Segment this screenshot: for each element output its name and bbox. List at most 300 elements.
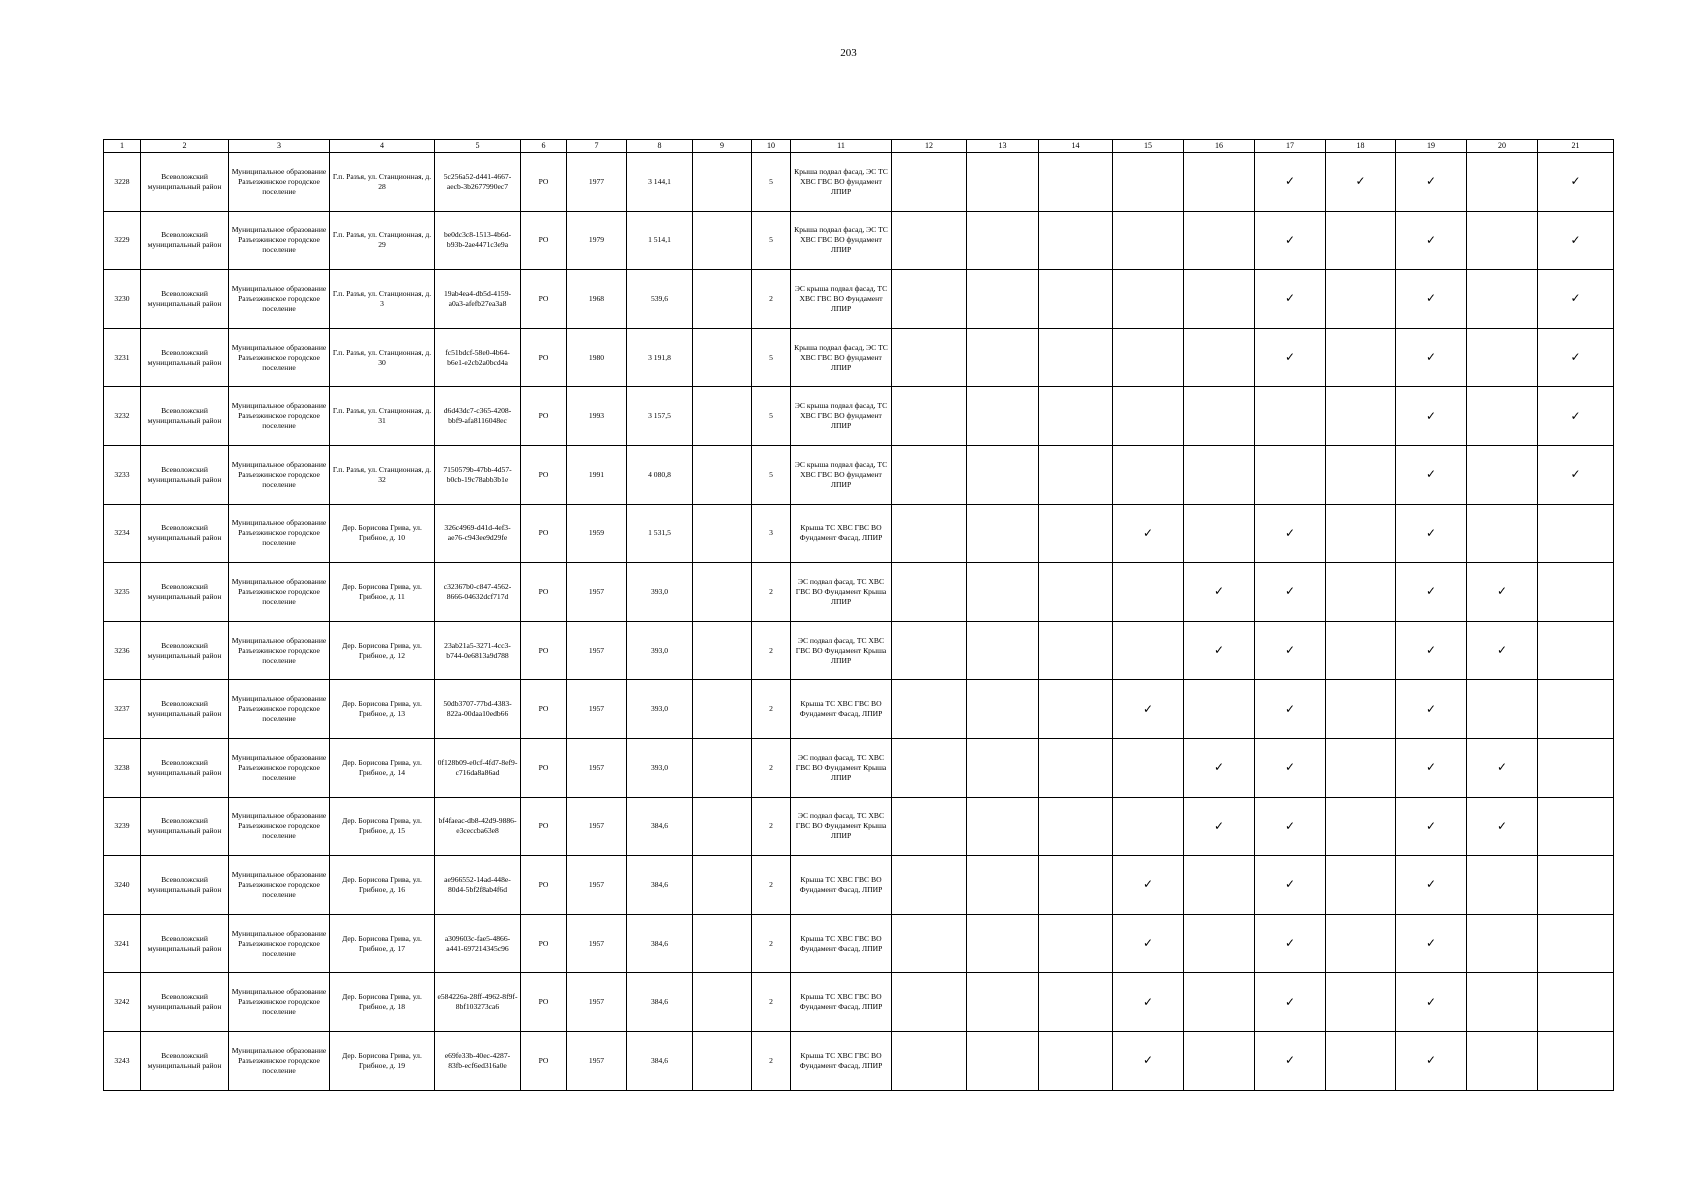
check-mark-icon: ✓: [1425, 174, 1437, 189]
check-mark-icon: ✓: [1284, 818, 1296, 833]
check-mark-icon: ✓: [1425, 291, 1437, 306]
table-row: [104, 270, 1614, 329]
work-column-18-cell: [1326, 680, 1396, 739]
work-column-14-cell: [1039, 270, 1113, 329]
works-cell: Крыша ТС ХВС ГВС ВО Фундамент Фасад, ЛПИР: [791, 914, 892, 973]
year-cell: 1957: [567, 914, 627, 973]
year-cell: 1957: [567, 856, 627, 915]
work-column-16-cell: [1184, 270, 1255, 329]
column-number-15: 15: [1113, 140, 1184, 153]
works-cell: Крыша подвал фасад, ЭС ТС ХВС ГВС ВО фундамент ЛПИР: [791, 328, 892, 387]
ownership-form-cell: РО: [521, 621, 567, 680]
work-column-12-cell: [892, 856, 967, 915]
table-row: [104, 914, 1614, 973]
check-mark-icon: ✓: [1284, 877, 1296, 892]
column-number-8: 8: [627, 140, 693, 153]
work-column-21-cell: [1538, 504, 1614, 563]
work-column-20-cell: [1467, 621, 1538, 680]
ownership-form-cell: РО: [521, 328, 567, 387]
district-cell: Всеволожский муниципальный район: [141, 797, 229, 856]
building-code-cell: 7150579b-47bb-4d57-b0cb-19c78abb3b1e: [435, 445, 521, 504]
column-number-11: 11: [791, 140, 892, 153]
year-cell: 1977: [567, 153, 627, 212]
works-cell: ЭС подвал фасад, ТС ХВС ГВС ВО Фундамент Крыша ЛПИР: [791, 738, 892, 797]
work-column-20-cell: [1467, 445, 1538, 504]
floors-cell: 2: [752, 973, 791, 1032]
check-mark-icon: ✓: [1213, 760, 1225, 775]
floors-cell: 2: [752, 680, 791, 739]
building-code-cell: 19ab4ea4-db5d-4159-a0a3-afefb27ea3a8: [435, 270, 521, 329]
check-mark-icon: ✓: [1496, 818, 1508, 833]
ownership-form-cell: РО: [521, 738, 567, 797]
municipality-cell: Муниципальное образование Разъезжинское городское поселение: [229, 973, 330, 1032]
work-column-15-cell: [1113, 856, 1184, 915]
floors-cell: 3: [752, 504, 791, 563]
work-column-20-cell: [1467, 738, 1538, 797]
table-row: [104, 621, 1614, 680]
row-number: 3229: [104, 211, 141, 270]
work-column-13-cell: [967, 153, 1039, 212]
ownership-form-cell: РО: [521, 270, 567, 329]
table-body: [104, 153, 1614, 1091]
check-mark-icon: ✓: [1496, 584, 1508, 599]
works-cell: Крыша ТС ХВС ГВС ВО Фундамент Фасад, ЛПИР: [791, 1031, 892, 1090]
work-column-19-cell: [1396, 680, 1467, 739]
municipality-cell: Муниципальное образование Разъезжинское городское поселение: [229, 563, 330, 622]
building-code-cell: 23ab21a5-3271-4cc3-b744-0e6813a9d788: [435, 621, 521, 680]
check-mark-icon: ✓: [1284, 525, 1296, 540]
work-column-17-cell: [1255, 387, 1326, 446]
address-cell: Дер. Борисова Грива, ул. Грибное, д. 18: [330, 973, 435, 1032]
district-cell: Всеволожский муниципальный район: [141, 1031, 229, 1090]
works-cell: Крыша ТС ХВС ГВС ВО Фундамент Фасад, ЛПИР: [791, 504, 892, 563]
year-cell: 1957: [567, 621, 627, 680]
work-column-14-cell: [1039, 387, 1113, 446]
municipality-cell: Муниципальное образование Разъезжинское городское поселение: [229, 797, 330, 856]
work-column-20-cell: [1467, 914, 1538, 973]
work-column-20-cell: [1467, 270, 1538, 329]
check-mark-icon: ✓: [1570, 232, 1581, 247]
ownership-form-cell: РО: [521, 504, 567, 563]
work-column-13-cell: [967, 856, 1039, 915]
work-column-17-cell: [1255, 973, 1326, 1032]
work-column-18-cell: [1326, 563, 1396, 622]
district-cell: Всеволожский муниципальный район: [141, 270, 229, 329]
work-column-16-cell: [1184, 856, 1255, 915]
column-number-2: 2: [141, 140, 229, 153]
work-column-16-cell: [1184, 445, 1255, 504]
work-column-15-cell: [1113, 680, 1184, 739]
check-mark-icon: ✓: [1284, 291, 1296, 306]
check-mark-icon: ✓: [1142, 936, 1154, 951]
check-mark-icon: ✓: [1142, 1053, 1154, 1068]
area-cell: 393,0: [627, 563, 693, 622]
address-cell: Г.п. Разъя, ул. Станционная, д. 31: [330, 387, 435, 446]
work-column-19-cell: [1396, 973, 1467, 1032]
column-number-7: 7: [567, 140, 627, 153]
work-column-15-cell: [1113, 1031, 1184, 1090]
year-cell: 1957: [567, 1031, 627, 1090]
work-column-13-cell: [967, 680, 1039, 739]
works-cell: ЭС подвал фасад, ТС ХВС ГВС ВО Фундамент Крыша ЛПИР: [791, 563, 892, 622]
check-mark-icon: ✓: [1425, 1053, 1437, 1068]
work-column-12-cell: [892, 211, 967, 270]
work-column-18-cell: [1326, 797, 1396, 856]
work-column-14-cell: [1039, 738, 1113, 797]
work-column-14-cell: [1039, 797, 1113, 856]
work-column-17-cell: [1255, 504, 1326, 563]
work-column-16-cell: [1184, 738, 1255, 797]
work-column-15-cell: [1113, 973, 1184, 1032]
work-column-17-cell: [1255, 856, 1326, 915]
address-cell: Г.п. Разъя, ул. Станционная, д. 29: [330, 211, 435, 270]
address-cell: Дер. Борисова Грива, ул. Грибное, д. 10: [330, 504, 435, 563]
work-column-16-cell: [1184, 973, 1255, 1032]
column-number-19: 19: [1396, 140, 1467, 153]
address-cell: Г.п. Разъя, ул. Станционная, д. 30: [330, 328, 435, 387]
area-cell: 384,6: [627, 1031, 693, 1090]
area-cell: 1 514,1: [627, 211, 693, 270]
ownership-form-cell: РО: [521, 680, 567, 739]
column-9-cell: [693, 328, 752, 387]
table-row: [104, 856, 1614, 915]
work-column-14-cell: [1039, 856, 1113, 915]
row-number: 3234: [104, 504, 141, 563]
work-column-16-cell: [1184, 328, 1255, 387]
column-number-20: 20: [1467, 140, 1538, 153]
work-column-20-cell: [1467, 680, 1538, 739]
work-column-18-cell: [1326, 504, 1396, 563]
municipality-cell: Муниципальное образование Разъезжинское городское поселение: [229, 856, 330, 915]
work-column-15-cell: [1113, 914, 1184, 973]
floors-cell: 5: [752, 387, 791, 446]
year-cell: 1968: [567, 270, 627, 329]
area-cell: 384,6: [627, 973, 693, 1032]
row-number: 3243: [104, 1031, 141, 1090]
district-cell: Всеволожский муниципальный район: [141, 914, 229, 973]
works-cell: Крыша подвал фасад, ЭС ТС ХВС ГВС ВО фундамент ЛПИР: [791, 153, 892, 212]
row-number: 3228: [104, 153, 141, 212]
floors-cell: 2: [752, 270, 791, 329]
works-cell: Крыша ТС ХВС ГВС ВО Фундамент Фасад, ЛПИР: [791, 680, 892, 739]
check-mark-icon: ✓: [1213, 818, 1225, 833]
work-column-18-cell: [1326, 914, 1396, 973]
work-column-18-cell: [1326, 445, 1396, 504]
year-cell: 1957: [567, 797, 627, 856]
work-column-18-cell: [1326, 328, 1396, 387]
table-row: [104, 1031, 1614, 1090]
work-column-21-cell: [1538, 973, 1614, 1032]
work-column-12-cell: [892, 445, 967, 504]
building-code-cell: e584226a-28ff-4962-8f9f-8bf103273ca6: [435, 973, 521, 1032]
work-column-20-cell: [1467, 1031, 1538, 1090]
work-column-14-cell: [1039, 153, 1113, 212]
work-column-20-cell: [1467, 856, 1538, 915]
work-column-17-cell: [1255, 153, 1326, 212]
work-column-21-cell: [1538, 445, 1614, 504]
work-column-21-cell: [1538, 153, 1614, 212]
floors-cell: 5: [752, 153, 791, 212]
table-row: [104, 797, 1614, 856]
work-column-18-cell: [1326, 153, 1396, 212]
row-number: 3238: [104, 738, 141, 797]
area-cell: 393,0: [627, 621, 693, 680]
column-9-cell: [693, 1031, 752, 1090]
work-column-16-cell: [1184, 914, 1255, 973]
work-column-15-cell: [1113, 504, 1184, 563]
column-9-cell: [693, 856, 752, 915]
year-cell: 1957: [567, 563, 627, 622]
floors-cell: 2: [752, 621, 791, 680]
table-row: [104, 504, 1614, 563]
column-number-9: 9: [693, 140, 752, 153]
building-code-cell: c32367b0-c847-4562-8666-04632dcf717d: [435, 563, 521, 622]
work-column-19-cell: [1396, 211, 1467, 270]
work-column-12-cell: [892, 1031, 967, 1090]
check-mark-icon: ✓: [1425, 818, 1437, 833]
work-column-14-cell: [1039, 680, 1113, 739]
work-column-18-cell: [1326, 738, 1396, 797]
check-mark-icon: ✓: [1496, 760, 1508, 775]
work-column-16-cell: [1184, 797, 1255, 856]
year-cell: 1957: [567, 973, 627, 1032]
work-column-19-cell: [1396, 738, 1467, 797]
work-column-13-cell: [967, 504, 1039, 563]
district-cell: Всеволожский муниципальный район: [141, 445, 229, 504]
check-mark-icon: ✓: [1142, 994, 1154, 1009]
building-code-cell: 50db3707-77bd-4383-822a-00daa10edb66: [435, 680, 521, 739]
work-column-18-cell: [1326, 1031, 1396, 1090]
works-cell: Крыша подвал фасад, ЭС ТС ХВС ГВС ВО фундамент ЛПИР: [791, 211, 892, 270]
column-9-cell: [693, 914, 752, 973]
district-cell: Всеволожский муниципальный район: [141, 621, 229, 680]
works-cell: ЭС крыша подвал фасад, ТС ХВС ГВС ВО фундамент ЛПИР: [791, 387, 892, 446]
work-column-21-cell: [1538, 211, 1614, 270]
ownership-form-cell: РО: [521, 153, 567, 212]
column-9-cell: [693, 563, 752, 622]
area-cell: 384,6: [627, 856, 693, 915]
work-column-19-cell: [1396, 563, 1467, 622]
work-column-19-cell: [1396, 270, 1467, 329]
works-cell: ЭС подвал фасад, ТС ХВС ГВС ВО Фундамент Крыша ЛПИР: [791, 797, 892, 856]
check-mark-icon: ✓: [1425, 760, 1437, 775]
work-column-20-cell: [1467, 563, 1538, 622]
municipality-cell: Муниципальное образование Разъезжинское городское поселение: [229, 328, 330, 387]
work-column-12-cell: [892, 153, 967, 212]
work-column-14-cell: [1039, 504, 1113, 563]
work-column-14-cell: [1039, 563, 1113, 622]
row-number: 3242: [104, 973, 141, 1032]
work-column-21-cell: [1538, 914, 1614, 973]
check-mark-icon: ✓: [1496, 643, 1508, 658]
check-mark-icon: ✓: [1213, 584, 1225, 599]
work-column-19-cell: [1396, 856, 1467, 915]
municipality-cell: Муниципальное образование Разъезжинское городское поселение: [229, 445, 330, 504]
work-column-16-cell: [1184, 211, 1255, 270]
column-9-cell: [693, 680, 752, 739]
work-column-15-cell: [1113, 328, 1184, 387]
check-mark-icon: ✓: [1425, 467, 1437, 482]
floors-cell: 5: [752, 445, 791, 504]
column-number-3: 3: [229, 140, 330, 153]
floors-cell: 2: [752, 797, 791, 856]
check-mark-icon: ✓: [1355, 174, 1366, 189]
work-column-12-cell: [892, 504, 967, 563]
table-row: [104, 387, 1614, 446]
check-mark-icon: ✓: [1425, 877, 1437, 892]
building-code-cell: bf4faeac-db8-42d9-9886-e3ceccba63e8: [435, 797, 521, 856]
district-cell: Всеволожский муниципальный район: [141, 856, 229, 915]
district-cell: Всеволожский муниципальный район: [141, 680, 229, 739]
district-cell: Всеволожский муниципальный район: [141, 504, 229, 563]
works-cell: Крыша ТС ХВС ГВС ВО Фундамент Фасад, ЛПИР: [791, 973, 892, 1032]
check-mark-icon: ✓: [1284, 232, 1296, 247]
page-number: 203: [840, 47, 857, 59]
ownership-form-cell: РО: [521, 563, 567, 622]
work-column-13-cell: [967, 914, 1039, 973]
check-mark-icon: ✓: [1425, 232, 1437, 247]
table-row: [104, 973, 1614, 1032]
building-code-cell: ae966552-14ad-448e-80d4-5bf2f8ab4f6d: [435, 856, 521, 915]
work-column-13-cell: [967, 797, 1039, 856]
row-number: 3241: [104, 914, 141, 973]
work-column-13-cell: [967, 1031, 1039, 1090]
row-number: 3232: [104, 387, 141, 446]
column-9-cell: [693, 211, 752, 270]
area-cell: 384,6: [627, 797, 693, 856]
work-column-18-cell: [1326, 973, 1396, 1032]
column-number-4: 4: [330, 140, 435, 153]
work-column-16-cell: [1184, 563, 1255, 622]
work-column-16-cell: [1184, 387, 1255, 446]
work-column-17-cell: [1255, 680, 1326, 739]
work-column-14-cell: [1039, 973, 1113, 1032]
table-row: [104, 328, 1614, 387]
work-column-19-cell: [1396, 504, 1467, 563]
column-number-row: [104, 140, 1614, 153]
area-cell: 3 157,5: [627, 387, 693, 446]
check-mark-icon: ✓: [1142, 701, 1154, 716]
check-mark-icon: ✓: [1425, 584, 1437, 599]
work-column-15-cell: [1113, 797, 1184, 856]
check-mark-icon: ✓: [1425, 994, 1437, 1009]
check-mark-icon: ✓: [1142, 877, 1154, 892]
work-column-14-cell: [1039, 445, 1113, 504]
check-mark-icon: ✓: [1284, 1053, 1296, 1068]
address-cell: Дер. Борисова Грива, ул. Грибное, д. 14: [330, 738, 435, 797]
column-9-cell: [693, 738, 752, 797]
year-cell: 1957: [567, 680, 627, 739]
work-column-17-cell: [1255, 1031, 1326, 1090]
check-mark-icon: ✓: [1425, 643, 1437, 658]
work-column-20-cell: [1467, 797, 1538, 856]
ownership-form-cell: РО: [521, 211, 567, 270]
work-column-21-cell: [1538, 856, 1614, 915]
building-code-cell: fc51bdcf-58e0-4b64-b6e1-e2cb2a0bcd4a: [435, 328, 521, 387]
work-column-20-cell: [1467, 153, 1538, 212]
check-mark-icon: ✓: [1284, 760, 1296, 775]
work-column-21-cell: [1538, 387, 1614, 446]
work-column-13-cell: [967, 973, 1039, 1032]
floors-cell: 5: [752, 211, 791, 270]
municipality-cell: Муниципальное образование Разъезжинское городское поселение: [229, 153, 330, 212]
area-cell: 3 144,1: [627, 153, 693, 212]
column-9-cell: [693, 621, 752, 680]
work-column-19-cell: [1396, 797, 1467, 856]
work-column-21-cell: [1538, 797, 1614, 856]
area-cell: 539,6: [627, 270, 693, 329]
ownership-form-cell: РО: [521, 797, 567, 856]
column-number-17: 17: [1255, 140, 1326, 153]
floors-cell: 2: [752, 856, 791, 915]
work-column-13-cell: [967, 270, 1039, 329]
work-column-18-cell: [1326, 387, 1396, 446]
area-cell: 393,0: [627, 680, 693, 739]
area-cell: 4 080,8: [627, 445, 693, 504]
work-column-21-cell: [1538, 738, 1614, 797]
district-cell: Всеволожский муниципальный район: [141, 153, 229, 212]
building-code-cell: a309603c-fae5-4866-a441-697214345c96: [435, 914, 521, 973]
column-number-16: 16: [1184, 140, 1255, 153]
floors-cell: 2: [752, 738, 791, 797]
column-number-6: 6: [521, 140, 567, 153]
row-number: 3239: [104, 797, 141, 856]
row-number: 3231: [104, 328, 141, 387]
check-mark-icon: ✓: [1284, 350, 1296, 365]
work-column-18-cell: [1326, 621, 1396, 680]
check-mark-icon: ✓: [1142, 525, 1154, 540]
column-9-cell: [693, 973, 752, 1032]
work-column-20-cell: [1467, 973, 1538, 1032]
work-column-16-cell: [1184, 1031, 1255, 1090]
work-column-15-cell: [1113, 387, 1184, 446]
check-mark-icon: ✓: [1425, 408, 1437, 423]
work-column-17-cell: [1255, 914, 1326, 973]
work-column-13-cell: [967, 328, 1039, 387]
work-column-12-cell: [892, 270, 967, 329]
check-mark-icon: ✓: [1284, 994, 1296, 1009]
row-number: 3240: [104, 856, 141, 915]
work-column-13-cell: [967, 387, 1039, 446]
address-cell: Г.п. Разъя, ул. Станционная, д. 32: [330, 445, 435, 504]
work-column-13-cell: [967, 738, 1039, 797]
year-cell: 1993: [567, 387, 627, 446]
municipality-cell: Муниципальное образование Разъезжинское городское поселение: [229, 738, 330, 797]
work-column-16-cell: [1184, 153, 1255, 212]
work-column-12-cell: [892, 621, 967, 680]
building-code-cell: e69fe33b-40ec-4287-83fb-ecf6ed316a0e: [435, 1031, 521, 1090]
work-column-20-cell: [1467, 504, 1538, 563]
address-cell: Г.п. Разъя, ул. Станционная, д. 28: [330, 153, 435, 212]
municipality-cell: Муниципальное образование Разъезжинское городское поселение: [229, 1031, 330, 1090]
work-column-21-cell: [1538, 328, 1614, 387]
column-number-1: 1: [104, 140, 141, 153]
area-cell: 384,6: [627, 914, 693, 973]
column-9-cell: [693, 153, 752, 212]
row-number: 3230: [104, 270, 141, 329]
floors-cell: 5: [752, 328, 791, 387]
work-column-17-cell: [1255, 270, 1326, 329]
table-row: [104, 563, 1614, 622]
column-number-18: 18: [1326, 140, 1396, 153]
address-cell: Дер. Борисова Грива, ул. Грибное, д. 17: [330, 914, 435, 973]
check-mark-icon: ✓: [1425, 701, 1437, 716]
work-column-15-cell: [1113, 445, 1184, 504]
table-row: [104, 153, 1614, 212]
work-column-15-cell: [1113, 211, 1184, 270]
check-mark-icon: ✓: [1284, 584, 1296, 599]
municipality-cell: Муниципальное образование Разъезжинское городское поселение: [229, 914, 330, 973]
